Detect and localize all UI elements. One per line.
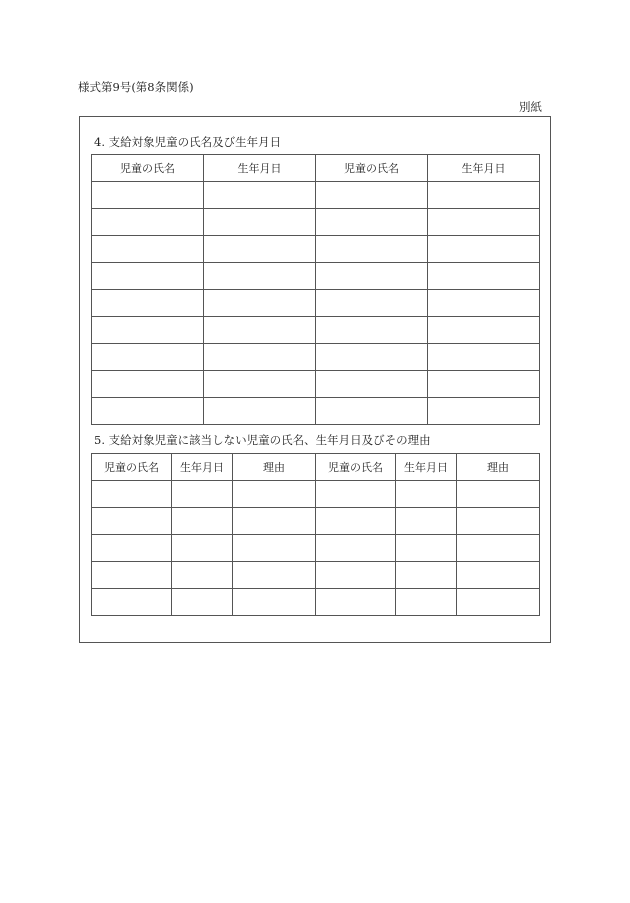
section-5-table: [91, 453, 540, 616]
table-row: [92, 371, 540, 398]
table-row: [92, 263, 540, 290]
entry-cell[interactable]: [204, 290, 316, 317]
entry-cell[interactable]: [316, 508, 396, 535]
entry-cell[interactable]: [204, 344, 316, 371]
entry-cell[interactable]: [92, 182, 204, 209]
entry-cell[interactable]: [92, 508, 172, 535]
entry-cell[interactable]: [92, 481, 172, 508]
column-header: 児童の氏名: [92, 155, 204, 182]
table-row: [92, 398, 540, 425]
entry-cell[interactable]: [316, 182, 428, 209]
entry-cell[interactable]: [92, 562, 172, 589]
column-header: 生年月日: [204, 155, 316, 182]
entry-cell[interactable]: [92, 535, 172, 562]
entry-cell[interactable]: [233, 481, 316, 508]
section-4-table: [91, 154, 540, 425]
entry-cell[interactable]: [396, 508, 457, 535]
entry-cell[interactable]: [172, 562, 233, 589]
table-row: [92, 508, 540, 535]
entry-cell[interactable]: [457, 562, 540, 589]
table-row: [92, 317, 540, 344]
entry-cell[interactable]: [316, 481, 396, 508]
entry-cell[interactable]: [204, 317, 316, 344]
entry-cell[interactable]: [316, 398, 428, 425]
table-row: [92, 535, 540, 562]
column-header: 理由: [233, 454, 316, 481]
table-row: [92, 562, 540, 589]
column-header: 生年月日: [428, 155, 540, 182]
entry-cell[interactable]: [396, 562, 457, 589]
entry-cell[interactable]: [457, 481, 540, 508]
entry-cell[interactable]: [92, 209, 204, 236]
entry-cell[interactable]: [316, 371, 428, 398]
entry-cell[interactable]: [316, 290, 428, 317]
form-number: 様式第9号(第8条関係): [78, 80, 194, 94]
entry-cell[interactable]: [204, 209, 316, 236]
section-5-body: [92, 481, 540, 616]
column-header: 生年月日: [172, 454, 233, 481]
entry-cell[interactable]: [428, 209, 540, 236]
entry-cell[interactable]: [233, 508, 316, 535]
table-row: [92, 209, 540, 236]
entry-cell[interactable]: [92, 398, 204, 425]
entry-cell[interactable]: [92, 290, 204, 317]
entry-cell[interactable]: [428, 236, 540, 263]
entry-cell[interactable]: [316, 209, 428, 236]
table-row: [92, 236, 540, 263]
entry-cell[interactable]: [457, 535, 540, 562]
section-4-heading: 4. 支給対象児童の氏名及び生年月日: [94, 135, 282, 149]
entry-cell[interactable]: [204, 263, 316, 290]
entry-cell[interactable]: [396, 589, 457, 616]
entry-cell[interactable]: [428, 182, 540, 209]
entry-cell[interactable]: [316, 589, 396, 616]
entry-cell[interactable]: [233, 562, 316, 589]
entry-cell[interactable]: [428, 371, 540, 398]
column-header: 児童の氏名: [92, 454, 172, 481]
entry-cell[interactable]: [316, 562, 396, 589]
entry-cell[interactable]: [172, 535, 233, 562]
entry-cell[interactable]: [457, 589, 540, 616]
entry-cell[interactable]: [172, 481, 233, 508]
entry-cell[interactable]: [92, 317, 204, 344]
entry-cell[interactable]: [428, 317, 540, 344]
attachment-label: 別紙: [519, 100, 542, 114]
entry-cell[interactable]: [428, 263, 540, 290]
entry-cell[interactable]: [457, 508, 540, 535]
entry-cell[interactable]: [396, 535, 457, 562]
entry-cell[interactable]: [428, 290, 540, 317]
table-row: [92, 589, 540, 616]
entry-cell[interactable]: [396, 481, 457, 508]
entry-cell[interactable]: [204, 182, 316, 209]
table-header-row: [92, 155, 540, 182]
entry-cell[interactable]: [172, 589, 233, 616]
entry-cell[interactable]: [316, 236, 428, 263]
section-4-body: [92, 182, 540, 425]
entry-cell[interactable]: [204, 236, 316, 263]
column-header: 児童の氏名: [316, 454, 396, 481]
entry-cell[interactable]: [316, 317, 428, 344]
entry-cell[interactable]: [92, 371, 204, 398]
entry-cell[interactable]: [92, 263, 204, 290]
entry-cell[interactable]: [92, 589, 172, 616]
table-row: [92, 182, 540, 209]
entry-cell[interactable]: [428, 344, 540, 371]
table-row: [92, 481, 540, 508]
entry-cell[interactable]: [172, 508, 233, 535]
column-header: 理由: [457, 454, 540, 481]
entry-cell[interactable]: [233, 589, 316, 616]
entry-cell[interactable]: [92, 344, 204, 371]
column-header: 生年月日: [396, 454, 457, 481]
section-5-heading: 5. 支給対象児童に該当しない児童の氏名、生年月日及びその理由: [94, 433, 431, 447]
entry-cell[interactable]: [233, 535, 316, 562]
table-row: [92, 344, 540, 371]
column-header: 児童の氏名: [316, 155, 428, 182]
entry-cell[interactable]: [428, 398, 540, 425]
table-row: [92, 290, 540, 317]
entry-cell[interactable]: [316, 344, 428, 371]
entry-cell[interactable]: [92, 236, 204, 263]
entry-cell[interactable]: [316, 263, 428, 290]
table-header-row: [92, 454, 540, 481]
entry-cell[interactable]: [204, 398, 316, 425]
entry-cell[interactable]: [316, 535, 396, 562]
entry-cell[interactable]: [204, 371, 316, 398]
